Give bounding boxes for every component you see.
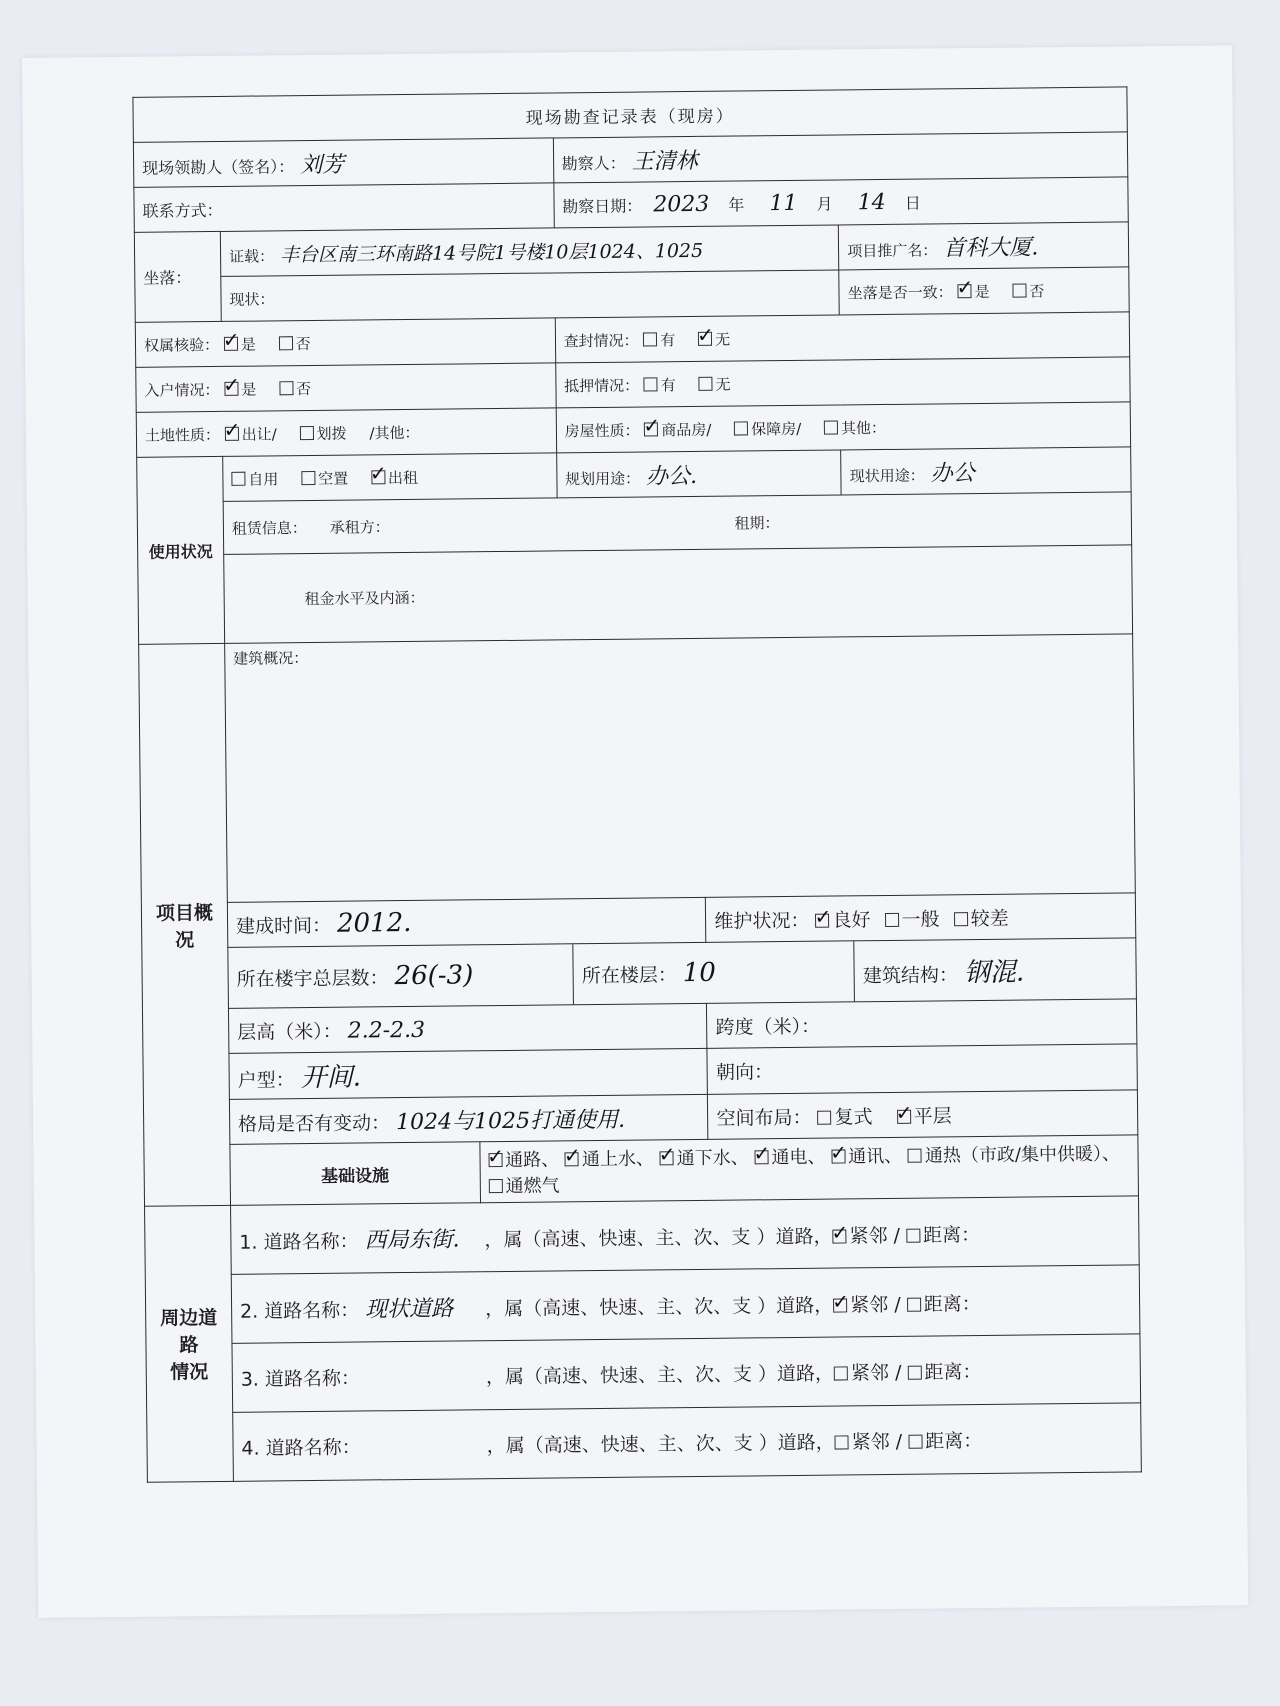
- ownership-no-label: 否: [295, 334, 311, 353]
- seal-none-checkbox[interactable]: [698, 331, 712, 345]
- cert-value: 丰台区南三环南路14号院1号楼10层1024、1025: [279, 239, 704, 266]
- road-near-checkbox[interactable]: [835, 1435, 849, 1449]
- cert-label: 证载：: [228, 246, 275, 266]
- house-label: 房屋性质：: [564, 421, 640, 440]
- consistent-yes-checkbox[interactable]: [957, 284, 971, 298]
- road-dist-checkbox[interactable]: [908, 1434, 922, 1448]
- infra-gas-checkbox[interactable]: [488, 1179, 502, 1193]
- infra-cell: [480, 1135, 1139, 1203]
- consistent-yes-label: 是: [974, 282, 990, 301]
- mortgage-label: 抵押情况：: [563, 376, 640, 395]
- date-label: 勘察日期：: [562, 196, 643, 216]
- road-near-label: 紧邻: [849, 1224, 888, 1247]
- infra-gas-label: 通燃气: [505, 1175, 560, 1197]
- ownership-label: 权属核验：: [143, 335, 220, 355]
- floor-cell[interactable]: [573, 941, 855, 1004]
- infra-telecom-label: 通讯、: [848, 1145, 903, 1168]
- road-near-label: 紧邻: [850, 1361, 890, 1384]
- lessee-label: 承租方：: [329, 517, 390, 537]
- span-cell[interactable]: [707, 999, 1137, 1048]
- land-opt2-label: 划拨: [316, 424, 347, 443]
- usage-section-label: 使用状况: [137, 456, 225, 644]
- consistent-cell: [839, 267, 1129, 315]
- floors-row: [228, 938, 1137, 1009]
- road-near-checkbox[interactable]: [833, 1298, 847, 1312]
- floors-value: 26(-3): [394, 960, 474, 992]
- survey-table: [132, 86, 1141, 1482]
- house-opt1-label: 商品房/: [661, 420, 712, 439]
- plan-use-label: 规划用途：: [564, 469, 641, 488]
- usage-rent-checkbox[interactable]: [371, 470, 385, 484]
- road-prefix: 3. 道路名称：: [240, 1367, 361, 1391]
- date-month: 11: [769, 190, 798, 216]
- mortgage-cell: [555, 357, 1130, 408]
- mortgage-have-label: 有: [660, 375, 676, 394]
- road-dist-label: 距离：: [922, 1223, 981, 1247]
- infra-heat-label: 通热（市政/集中供暖）、: [924, 1143, 1121, 1167]
- contact-cell[interactable]: [134, 183, 554, 232]
- road-sep: /: [888, 1361, 908, 1384]
- orient-label: 朝向：: [715, 1061, 774, 1084]
- road-near-label: 紧邻: [850, 1293, 889, 1316]
- height-value: 2.2-2.3: [347, 1017, 426, 1044]
- road-sep: /: [887, 1224, 907, 1247]
- leader-value: 刘芳: [300, 152, 345, 178]
- entry-no-checkbox[interactable]: [279, 381, 293, 395]
- road-sep: /: [888, 1293, 907, 1316]
- entry-label: 入户情况：: [144, 380, 220, 400]
- land-opt3-label: /其他：: [369, 423, 420, 442]
- cert-cell[interactable]: [220, 225, 839, 276]
- road-mid: ，属（高速、快速、主、次、支 ）道路，: [485, 1294, 834, 1320]
- house-opt3-checkbox[interactable]: [824, 420, 838, 434]
- space-opt2-checkbox[interactable]: [897, 1109, 911, 1123]
- struct-cell[interactable]: [854, 938, 1136, 1001]
- roads-section-label: [145, 1205, 234, 1482]
- land-opt2-checkbox[interactable]: [300, 425, 314, 439]
- road-dist-label: 距离：: [924, 1360, 982, 1384]
- road-dist-checkbox[interactable]: [907, 1365, 921, 1379]
- ownership-no-checkbox[interactable]: [279, 336, 293, 350]
- road-mid: ，属（高速、快速、主、次、支 ）道路，: [485, 1362, 835, 1388]
- mortgage-none-label: 无: [715, 375, 731, 394]
- usage-vacant-checkbox[interactable]: [301, 470, 315, 484]
- date-cell[interactable]: [553, 177, 1128, 228]
- road-name: [367, 1452, 487, 1453]
- maint-good-label: 良好: [832, 908, 871, 932]
- layout-cell[interactable]: [229, 1094, 708, 1144]
- road-row[interactable]: [231, 1265, 1140, 1344]
- overview-label: 建筑概况：: [233, 649, 309, 668]
- road-dist-label: 距离：: [923, 1292, 981, 1316]
- road-prefix: 2. 道路名称：: [239, 1299, 360, 1323]
- type-value: 开间.: [300, 1062, 362, 1094]
- rent-cell[interactable]: [224, 545, 1133, 644]
- road-sep: /: [889, 1430, 909, 1453]
- promo-label: 项目推广名：: [847, 240, 938, 260]
- land-label: 土地性质：: [144, 425, 221, 445]
- consistent-label: 坐落是否一致：: [847, 282, 953, 302]
- entry-no-label: 否: [295, 379, 312, 398]
- surveyor-label: 勘察人：: [561, 153, 626, 173]
- plan-use-value: 办公.: [645, 463, 698, 489]
- infra-water-in-label: 通上水、: [581, 1148, 655, 1171]
- survey-form: [132, 86, 1141, 1482]
- land-opt1-label: 出让/: [241, 424, 277, 444]
- house-opt2-checkbox[interactable]: [734, 421, 748, 435]
- leader-label: 现场领勘人（签名）：: [142, 156, 295, 178]
- maint-cell: [706, 893, 1136, 942]
- overview-cell[interactable]: [225, 634, 1136, 902]
- usage-options-cell: [223, 453, 557, 501]
- promo-cell[interactable]: [839, 222, 1129, 270]
- entry-yes-label: 是: [241, 380, 257, 399]
- current-use-value: 办公: [930, 460, 975, 487]
- infra-power-checkbox[interactable]: [754, 1150, 768, 1164]
- status-label: 现状：: [229, 289, 275, 309]
- plan-use-cell[interactable]: [556, 450, 841, 498]
- month-unit: 月: [816, 194, 833, 214]
- year-unit: 年: [728, 194, 745, 215]
- road-near-checkbox[interactable]: [832, 1229, 846, 1243]
- house-cell: [556, 402, 1131, 453]
- contact-label: 联系方式：: [142, 200, 223, 221]
- space-opt1-checkbox[interactable]: [818, 1110, 832, 1124]
- maint-good-checkbox[interactable]: [815, 913, 829, 927]
- paper-sheet: [22, 45, 1248, 1618]
- type-cell[interactable]: [229, 1048, 708, 1099]
- house-opt3-label: 其他：: [840, 418, 887, 437]
- road-row[interactable]: [232, 1334, 1141, 1413]
- day-unit: 日: [904, 193, 921, 213]
- seal-none-label: 无: [715, 330, 731, 349]
- roads-section-line2: 情况: [170, 1361, 209, 1384]
- consistent-no-label: 否: [1029, 281, 1045, 300]
- usage-self-checkbox[interactable]: [231, 471, 245, 485]
- road-name: [366, 1383, 486, 1384]
- type-label: 户型：: [237, 1069, 295, 1092]
- rent-label: 租金水平及内涵：: [304, 588, 425, 608]
- road-row[interactable]: [233, 1403, 1142, 1482]
- lease-label: 租赁信息：: [231, 518, 307, 538]
- consistent-no-checkbox[interactable]: [1012, 283, 1026, 297]
- maint-poor-checkbox[interactable]: [954, 912, 968, 926]
- seal-label: 查封情况：: [563, 331, 639, 350]
- promo-value: 首科大厦.: [943, 234, 1039, 261]
- orient-cell[interactable]: [707, 1044, 1137, 1094]
- road-near-label: 紧邻: [851, 1430, 890, 1453]
- space-opt1-label: 复式: [834, 1105, 873, 1129]
- ownership-yes-checkbox[interactable]: [224, 336, 238, 350]
- infra-power-label: 通电、: [771, 1146, 826, 1169]
- roads-section-line1: 周边道路: [160, 1307, 218, 1357]
- surveyor-cell[interactable]: [553, 132, 1128, 183]
- land-opt1-checkbox[interactable]: [225, 426, 239, 440]
- entry-cell: [136, 363, 556, 412]
- floor-label: 所在楼层：: [581, 964, 677, 988]
- road-row[interactable]: [230, 1196, 1139, 1275]
- house-opt2-label: 保障房/: [751, 419, 802, 438]
- layout-value: 1024与1025打通使用.: [395, 1107, 626, 1135]
- height-cell[interactable]: [228, 1003, 707, 1053]
- span-label: 跨度（米）：: [715, 1015, 821, 1039]
- infra-heat-checkbox[interactable]: [908, 1149, 922, 1163]
- house-opt1-checkbox[interactable]: [644, 422, 658, 436]
- space-label: 空间布局：: [716, 1106, 812, 1130]
- date-day: 14: [857, 189, 886, 215]
- road-dist-label: 距离：: [925, 1429, 983, 1453]
- usage-self-label: 自用: [248, 469, 279, 489]
- infra-section-label: 基础设施: [230, 1142, 480, 1206]
- ownership-yes-label: 是: [240, 335, 256, 354]
- location-label: 坐落：: [134, 231, 221, 322]
- layout-label: 格局是否有变动：: [237, 1111, 391, 1136]
- usage-vacant-label: 空置: [318, 469, 349, 488]
- seal-have-checkbox[interactable]: [643, 332, 657, 346]
- ownership-cell: [135, 318, 555, 367]
- road-prefix: 1. 道路名称：: [239, 1230, 359, 1254]
- project-section-label: 项目概况: [139, 643, 231, 1206]
- entry-yes-checkbox[interactable]: [224, 381, 238, 395]
- maint-label: 维护状况：: [714, 909, 810, 933]
- built-cell[interactable]: [227, 897, 706, 947]
- infra-telecom-checkbox[interactable]: [831, 1149, 845, 1163]
- floors-label: 所在楼宇总层数：: [236, 967, 389, 991]
- infra-road-label: 通路、: [505, 1149, 560, 1171]
- road-near-checkbox[interactable]: [834, 1366, 848, 1380]
- maint-poor-label: 较差: [970, 907, 1009, 930]
- infra-water-out-checkbox[interactable]: [660, 1151, 674, 1165]
- road-dist-checkbox[interactable]: [907, 1297, 921, 1311]
- date-year: 2023: [653, 191, 710, 217]
- surveyor-value: 王清林: [631, 148, 698, 175]
- road-name: 西局东街.: [364, 1226, 460, 1253]
- term-label: 租期：: [734, 513, 780, 533]
- height-label: 层高（米）：: [237, 1020, 342, 1044]
- lease-cell[interactable]: [223, 492, 1132, 555]
- leader-cell[interactable]: [133, 138, 553, 187]
- current-use-cell[interactable]: [841, 447, 1131, 495]
- road-mid: ，属（高速、快速、主、次、支 ）道路，: [486, 1431, 835, 1457]
- form-title: 现场勘查记录表（现房）: [133, 87, 1127, 142]
- maint-avg-label: 一般: [901, 907, 940, 931]
- floors-cell[interactable]: [228, 944, 573, 1008]
- usage-rent-label: 出租: [387, 468, 419, 487]
- built-label: 建成时间：: [235, 914, 332, 938]
- floor-value: 10: [682, 957, 716, 989]
- seal-have-label: 有: [660, 330, 676, 349]
- space-opt2-label: 平层: [913, 1104, 952, 1128]
- maint-avg-checkbox[interactable]: [885, 912, 899, 926]
- infra-road-checkbox[interactable]: [488, 1153, 502, 1167]
- land-cell: [136, 408, 556, 457]
- infra-water-in-checkbox[interactable]: [565, 1152, 579, 1166]
- seal-cell: [555, 312, 1130, 363]
- road-prefix: 4. 道路名称：: [241, 1436, 361, 1460]
- space-cell: [708, 1090, 1138, 1139]
- road-dist-checkbox[interactable]: [906, 1228, 920, 1242]
- built-value: 2012.: [336, 907, 412, 939]
- road-name: 现状道路: [365, 1296, 454, 1322]
- status-cell[interactable]: [221, 270, 840, 321]
- struct-value: 钢混.: [963, 957, 1025, 988]
- struct-label: 建筑结构：: [862, 963, 959, 987]
- infra-water-out-label: 通下水、: [676, 1147, 749, 1170]
- mortgage-have-checkbox[interactable]: [644, 377, 658, 391]
- mortgage-none-checkbox[interactable]: [699, 376, 713, 390]
- road-mid: ，属（高速、快速、主、次、支 ）道路，: [484, 1225, 833, 1251]
- current-use-label: 现状用途：: [849, 466, 925, 485]
